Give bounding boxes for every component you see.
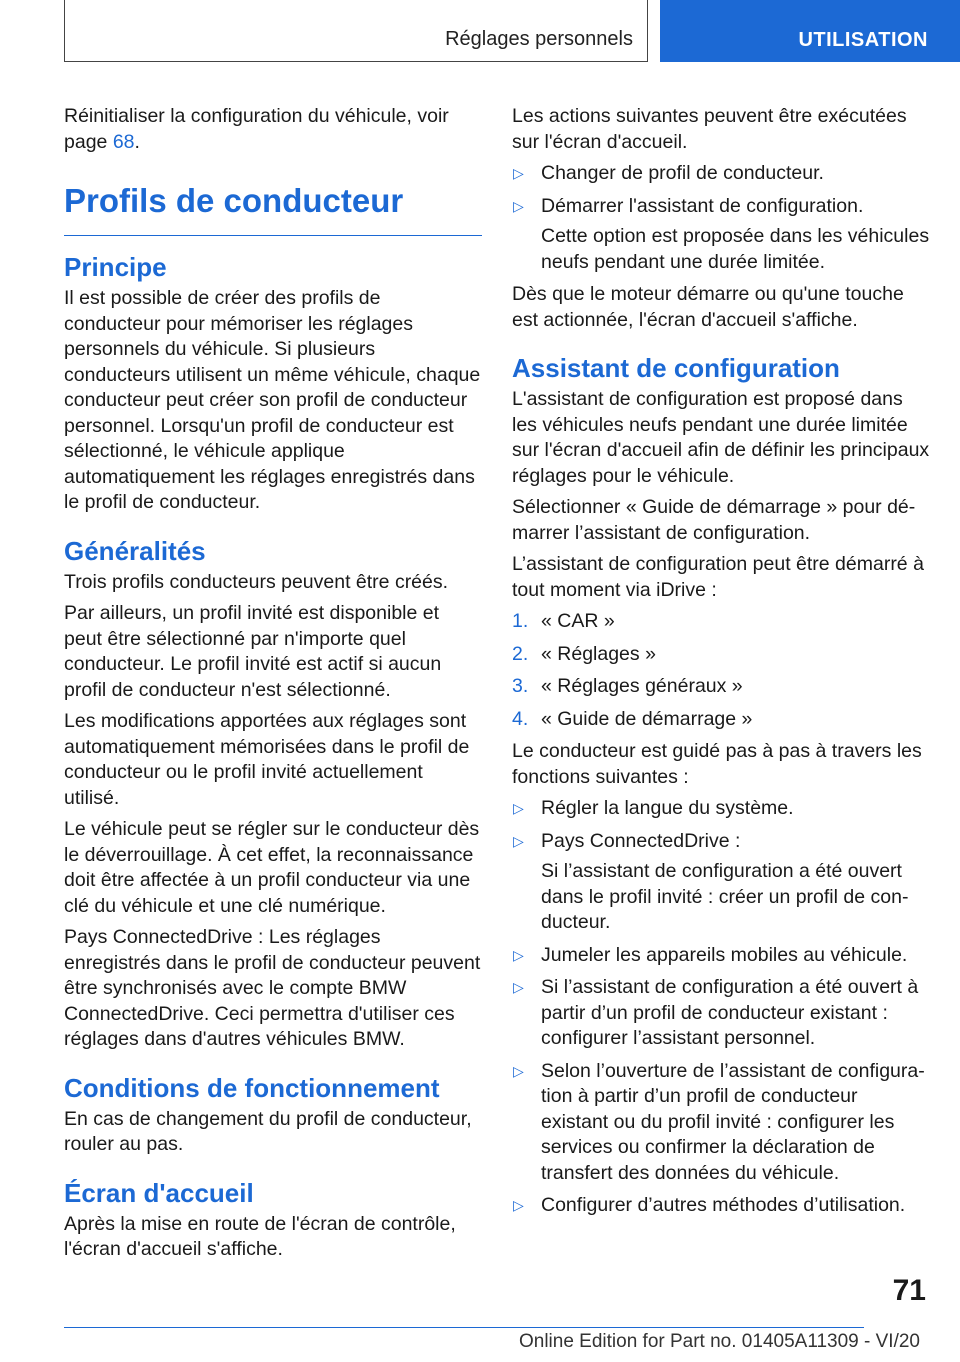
- step-item: [512, 707, 930, 733]
- triangle-bullet-icon: ▷: [513, 1197, 524, 1213]
- list-item: [512, 1193, 930, 1219]
- assistant-paragraph-1: L'assistant de configuration est proposé dans les véhicules neufs pendant une durée limitée sur l'écran d'accueil afin de définir les principaux réglages pour le véhicule.: [512, 388, 930, 487]
- right-column: [512, 104, 930, 1226]
- generalites-paragraph-4: Le véhicule peut se régler sur le conducteur dès le déverrouillage. À cet effet, la reconnaissance doit être affectée à un profil conducteur via une clé du véhicule et une clé numérique.: [64, 818, 480, 917]
- page-number: 71: [892, 1274, 926, 1307]
- triangle-bullet-icon: ▷: [513, 979, 524, 995]
- ecran-paragraph: Après la mise en route de l'écran de contrôle, l'écran d'accueil s'affiche.: [64, 1212, 456, 1260]
- assistant-paragraph-2: Sélectionner « Guide de démarrage » pour démarrer l’assistant de configuration.: [512, 496, 916, 544]
- principe-paragraph: Il est possible de créer des profils de conducteur pour mémoriser les réglages personnels du véhicule. Si plusieurs conducteurs utilisent un même véhicule, chaque conducteur peut créer son profil de conducteur personnel. Lorsqu'un profil de conducteur est sélectionné, le véhicule applique automatiquement les réglages enregistrés dans le profil de conducteur.: [64, 287, 481, 513]
- step-item: [512, 674, 930, 700]
- heading-principe: Principe: [64, 252, 167, 282]
- list-item-text: Régler la langue du système.: [541, 797, 794, 819]
- list-item: [512, 943, 930, 969]
- step-text: « Réglages généraux »: [541, 675, 743, 697]
- assistant-paragraph-3: L’assistant de configuration peut être démarré à tout moment via iDrive :: [512, 553, 924, 601]
- triangle-bullet-icon: ▷: [513, 197, 524, 214]
- page-link-68[interactable]: 68: [112, 130, 135, 153]
- list-item-text: Changer de profil de conducteur.: [541, 162, 824, 184]
- list-item: [512, 829, 930, 936]
- step-text: « Réglages »: [541, 642, 656, 665]
- intro-paragraph: [64, 104, 482, 155]
- intro-text: Réinitialiser la configuration du véhicule, voir page: [64, 105, 449, 153]
- list-item-text: Configurer d’autres méthodes d’utilisation.: [541, 1194, 906, 1216]
- heading-ecran-accueil: Écran d'accueil: [64, 1177, 254, 1208]
- footer-edition: Online Edition for Part no. 01405A11309 - VI/20: [518, 1331, 920, 1352]
- page-header: [64, 0, 960, 66]
- idrive-steps-list: [512, 609, 930, 732]
- step-text: « Guide de démarrage »: [541, 707, 753, 730]
- section-title-profils: Profils de conducteur: [64, 181, 482, 236]
- step-number: 2.: [512, 642, 529, 665]
- generalites-paragraph-2: Par ailleurs, un profil invité est disponible et peut être sélectionné par n'importe quel conducteur. Le profil invité est actif si aucun profil de conducteur n'est sélectionné.: [64, 602, 442, 701]
- step-item: [512, 609, 930, 635]
- list-item: [512, 161, 930, 187]
- step-text: « CAR »: [541, 610, 615, 632]
- generalites-paragraph-5: Pays ConnectedDrive : Les réglages enregistrés dans le profil de conducteur peuvent être synchronisés avec le compte BMW ConnectedDrive. Ceci permettra d'utiliser ces réglages dans d'autres véhicules BMW.: [64, 926, 481, 1050]
- list-item-subtext: Cette option est proposée dans les véhicules neufs pendant une durée limitée.: [541, 225, 930, 273]
- list-item: [512, 796, 930, 822]
- left-column: [64, 104, 482, 1269]
- heading-conditions: Conditions de fonctionnement: [64, 1072, 440, 1103]
- actions-intro: Les actions suivantes peuvent être exécutées sur l'écran d'accueil.: [512, 105, 907, 153]
- list-item: [512, 975, 930, 1052]
- list-item-text: Jumeler les appareils mobiles au véhicule.: [541, 943, 908, 966]
- list-item: [512, 1059, 930, 1187]
- actions-list: [512, 161, 930, 275]
- triangle-bullet-icon: ▷: [513, 165, 524, 181]
- header-section-title: Réglages personnels: [445, 28, 633, 50]
- list-item-text: Si l’assistant de configuration a été ouvert à partir d’un profil de conducteur existant : configurer l’assistant personnel.: [541, 976, 919, 1049]
- list-item-subtext: Si l’assistant de configuration a été ouvert dans le profil invité : créer un profil de conducteur.: [541, 860, 909, 933]
- triangle-bullet-icon: ▷: [513, 1062, 524, 1079]
- list-item-text: Selon l’ouverture de l’assistant de configuration à partir d’un profil de conducteur existant ou du profil invité : configurer les services ou confirmer la déclaration de transfert des données du véhicule.: [541, 1059, 925, 1184]
- step-number: 4.: [512, 707, 529, 730]
- heading-assistant: Assistant de configuration: [512, 353, 840, 383]
- assistant-paragraph-4: Le conducteur est guidé pas à pas à travers les fonctions suivantes :: [512, 740, 922, 788]
- list-item-text: Démarrer l'assistant de configuration.: [541, 194, 864, 217]
- list-item-text: Pays ConnectedDrive :: [541, 829, 741, 852]
- step-number: 1.: [512, 610, 529, 632]
- generalites-paragraph-3: Les modifications apportées aux réglages sont automatiquement mémorisées dans le profil de conducteur ou le profil invité actuellement utilisé.: [64, 710, 470, 809]
- header-chapter-tab: [660, 0, 960, 62]
- header-section-box: [64, 0, 648, 62]
- intro-end: .: [134, 130, 140, 153]
- conditions-paragraph: En cas de changement du profil de conducteur, rouler au pas.: [64, 1107, 472, 1155]
- display-paragraph: Dès que le moteur démarre ou qu'une touche est actionnée, l'écran d'accueil s'affiche.: [512, 283, 904, 331]
- footer-divider: [64, 1327, 864, 1328]
- step-number: 3.: [512, 675, 529, 697]
- functions-list: [512, 796, 930, 1219]
- triangle-bullet-icon: ▷: [513, 946, 524, 963]
- generalites-paragraph-1: Trois profils conducteurs peuvent être créés.: [64, 570, 449, 593]
- triangle-bullet-icon: ▷: [513, 800, 524, 816]
- step-item: [512, 642, 930, 668]
- header-chapter-title: UTILISATION: [798, 29, 928, 51]
- triangle-bullet-icon: ▷: [513, 832, 524, 849]
- list-item: [512, 194, 930, 276]
- heading-generalites: Généralités: [64, 535, 206, 566]
